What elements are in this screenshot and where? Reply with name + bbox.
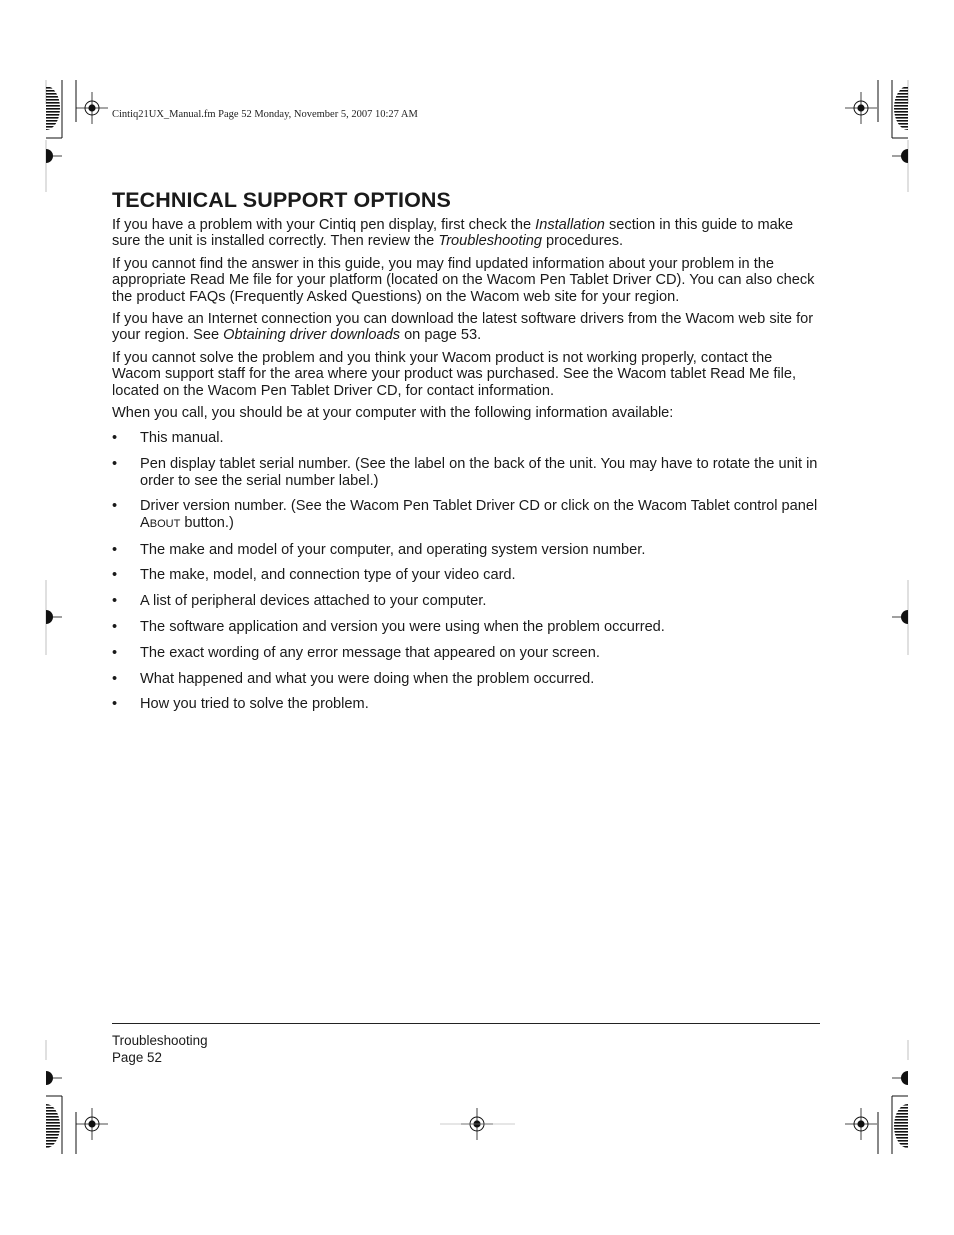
bullet-icon: • [112, 644, 118, 661]
link-obtaining-driver-downloads: Obtaining driver downloads [223, 327, 401, 344]
bullet-icon: • [112, 456, 118, 473]
paragraph-read-me: If you cannot find the answer in this guide, you may find updated information about your problem in the appropriate Read Me file for your platform (located on the Wacom Pen Tablet Driver CD). You can also check the product FAQs (Frequently Asked Questions) on the Wacom web site for your region. [112, 255, 815, 305]
list-item: • What happened and what you were doing when the problem occurred. [112, 670, 595, 687]
bullet-icon: • [112, 593, 118, 610]
crop-mark-top-right [878, 80, 908, 192]
bullet-icon: • [112, 498, 118, 515]
registration-mark-middle-right [892, 580, 908, 655]
footer-chapter: Troubleshooting [112, 1033, 208, 1048]
bullet-icon: • [112, 567, 118, 584]
list-item: • The make, model, and connection type of your video card. [112, 567, 516, 584]
footer-page-number: Page 52 [112, 1050, 162, 1065]
registration-mark-left-top [46, 149, 62, 163]
bullet-icon: • [112, 670, 118, 687]
paragraph-downloads: If you have an Internet connection you can download the latest software drivers from the Wacom web site for your region. See Obtaining driver downloads on page 53. [112, 311, 814, 344]
registration-target-icon [76, 92, 108, 124]
list-item: • The software application and version you were using when the problem occurred. [112, 619, 665, 636]
list-item: • How you tried to solve the problem. [112, 696, 369, 713]
section-technical-support [112, 186, 820, 722]
crop-mark-top-left [46, 80, 76, 192]
list-item: • The exact wording of any error message that appeared on your screen. [112, 644, 600, 661]
paragraph-contact: If you cannot solve the problem and you think your Wacom product is not working properly, contact the Wacom support staff for the area where your product was purchased. See the Wacom tablet Read Me file, located on the Wacom Pen Tablet Driver CD, for contact information. [112, 349, 797, 399]
bullet-icon: • [112, 619, 118, 636]
list-item: • The make and model of your computer, and operating system version number. [112, 541, 646, 558]
link-troubleshooting: Troubleshooting [438, 233, 542, 250]
list-item: • Pen display tablet serial number. (See the label on the back of the unit. You may have to rotate the unit in order to see the serial number label.) [112, 456, 818, 489]
paragraph-intro: If you have a problem with your Cintiq pen display, first check the Installation section in this guide to make sure the unit is installed correctly. Then review the Troubleshooting procedures. [112, 217, 794, 250]
registration-mark-middle-left [46, 580, 62, 655]
info-list [112, 430, 820, 712]
paragraph-when-you-call: When you call, you should be at your computer with the following information available: [112, 405, 674, 422]
registration-mark-right-top [892, 149, 908, 163]
bullet-icon: • [112, 541, 118, 558]
about-button-label: ABOUT [140, 514, 181, 531]
page-footer [112, 1032, 208, 1066]
list-item: • This manual. [112, 430, 224, 447]
crop-mark-bottom-right [878, 1040, 908, 1154]
bullet-icon: • [112, 696, 118, 713]
list-item: • A list of peripheral devices attached to your computer. [112, 593, 487, 610]
link-installation: Installation [535, 217, 605, 233]
section-title: TECHNICAL SUPPORT OPTIONS [112, 188, 451, 212]
list-item: • Driver version number. (See the Wacom Pen Tablet Driver CD or click on the Wacom Tablet control panel ABOUT button.) [112, 498, 818, 531]
footer-divider [112, 1023, 820, 1024]
print-slug: Cintiq21UX_Manual.fm Page 52 Monday, November 5, 2007 10:27 AM [112, 109, 418, 120]
bullet-icon: • [112, 430, 118, 447]
crop-mark-bottom-left [46, 1040, 76, 1154]
